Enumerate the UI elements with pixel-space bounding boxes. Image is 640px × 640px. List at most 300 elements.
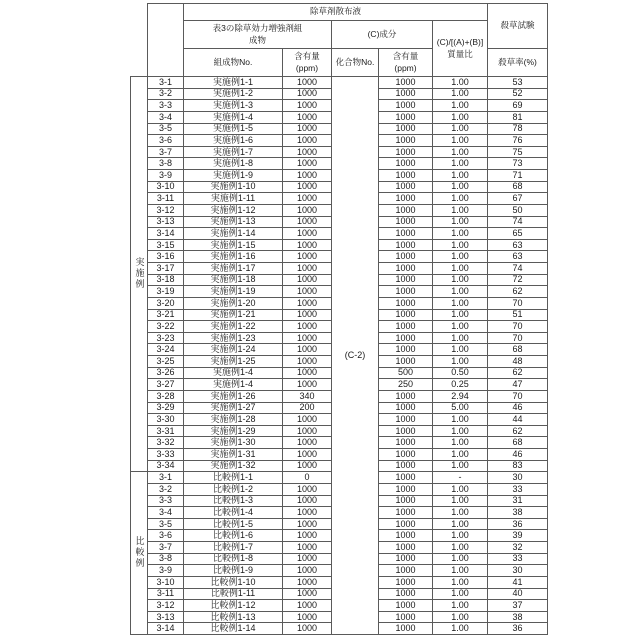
kill-rate-value: 30 xyxy=(488,472,548,484)
composition-no-value: 実施例1-8 xyxy=(184,158,283,170)
mass-ratio-value: 1.00 xyxy=(433,123,488,135)
sample-no: 3-16 xyxy=(148,251,184,263)
composition-no-value: 実施例1-26 xyxy=(184,390,283,402)
mass-ratio-value: 1.00 xyxy=(433,460,488,472)
sample-no: 3-31 xyxy=(148,425,184,437)
composition-no-value: 比較例1-10 xyxy=(184,576,283,588)
composition-no-value: 実施例1-30 xyxy=(184,437,283,449)
composition-no-value: 実施例1-22 xyxy=(184,321,283,333)
kill-rate-value: 38 xyxy=(488,611,548,623)
kill-rate-value: 68 xyxy=(488,344,548,356)
c-component-content-value: 1000 xyxy=(379,286,433,298)
sample-no: 3-27 xyxy=(148,379,184,391)
enhancer-content-value: 1000 xyxy=(283,88,332,100)
c-component-content-value: 1000 xyxy=(379,449,433,461)
kill-rate-value: 70 xyxy=(488,390,548,402)
kill-rate-value: 74 xyxy=(488,263,548,275)
composition-no-value: 実施例1-13 xyxy=(184,216,283,228)
mass-ratio-value: 1.00 xyxy=(433,216,488,228)
kill-rate-value: 47 xyxy=(488,379,548,391)
enhancer-content-value: 1000 xyxy=(283,367,332,379)
sample-no: 3-3 xyxy=(148,100,184,112)
c-component-content-value: 1000 xyxy=(379,344,433,356)
mass-ratio-value: 1.00 xyxy=(433,146,488,158)
sample-no: 3-12 xyxy=(148,204,184,216)
sample-no: 3-5 xyxy=(148,518,184,530)
sample-no: 3-7 xyxy=(148,542,184,554)
c-component-content-value: 1000 xyxy=(379,507,433,519)
c-component-content-value: 1000 xyxy=(379,216,433,228)
sample-no: 3-20 xyxy=(148,297,184,309)
composition-no-value: 比較例1-2 xyxy=(184,483,283,495)
c-component-content-value: 1000 xyxy=(379,518,433,530)
compound-no-value: (C-2) xyxy=(332,77,379,635)
mass-ratio-value: 1.00 xyxy=(433,553,488,565)
enhancer-content-value: 1000 xyxy=(283,321,332,333)
c-component-content-value: 1000 xyxy=(379,239,433,251)
mass-ratio-value: 5.00 xyxy=(433,402,488,414)
composition-no-value: 比較例1-14 xyxy=(184,623,283,635)
kill-rate-value: 75 xyxy=(488,146,548,158)
kill-rate-value: 70 xyxy=(488,321,548,333)
mass-ratio-value: 1.00 xyxy=(433,228,488,240)
kill-rate-value: 62 xyxy=(488,367,548,379)
composition-no-value: 比較例1-9 xyxy=(184,565,283,577)
kill-rate-value: 51 xyxy=(488,309,548,321)
enhancer-content-value: 1000 xyxy=(283,181,332,193)
enhancer-content-value: 1000 xyxy=(283,146,332,158)
mass-ratio-value: 1.00 xyxy=(433,274,488,286)
kill-rate-value: 50 xyxy=(488,204,548,216)
enhancer-content-value: 1000 xyxy=(283,274,332,286)
composition-no-value: 実施例1-2 xyxy=(184,88,283,100)
c-component-content-value: 1000 xyxy=(379,542,433,554)
table-body xyxy=(131,77,548,635)
sample-no: 3-2 xyxy=(148,88,184,100)
kill-rate-value: 36 xyxy=(488,623,548,635)
sample-no: 3-23 xyxy=(148,332,184,344)
kill-rate-value: 33 xyxy=(488,553,548,565)
mass-ratio-value: 1.00 xyxy=(433,158,488,170)
c-component-content-value: 1000 xyxy=(379,576,433,588)
c-component-content-value: 1000 xyxy=(379,170,433,182)
kill-rate-value: 33 xyxy=(488,483,548,495)
c-component-content-value: 1000 xyxy=(379,123,433,135)
sample-no: 3-10 xyxy=(148,576,184,588)
enhancer-content-value: 1000 xyxy=(283,309,332,321)
kill-rate-value: 76 xyxy=(488,135,548,147)
mass-ratio-value: 1.00 xyxy=(433,77,488,89)
composition-no-value: 比較例1-13 xyxy=(184,611,283,623)
c-component-content-value: 1000 xyxy=(379,111,433,123)
enhancer-content-value: 1000 xyxy=(283,495,332,507)
c-component-content-value: 1000 xyxy=(379,297,433,309)
enhancer-content-value: 1000 xyxy=(283,251,332,263)
kill-rate-value: 39 xyxy=(488,530,548,542)
sample-no: 3-4 xyxy=(148,507,184,519)
group-label-comparative xyxy=(131,472,148,635)
composition-no-value: 実施例1-19 xyxy=(184,286,283,298)
composition-no-value: 実施例1-9 xyxy=(184,170,283,182)
composition-no-value: 実施例1-4 xyxy=(184,367,283,379)
kill-rate-value: 30 xyxy=(488,565,548,577)
sample-no: 3-13 xyxy=(148,611,184,623)
composition-no-value: 比較例1-1 xyxy=(184,472,283,484)
composition-no-value: 比較例1-8 xyxy=(184,553,283,565)
composition-no-value: 比較例1-3 xyxy=(184,495,283,507)
mass-ratio-value: 1.00 xyxy=(433,449,488,461)
kill-rate-value: 53 xyxy=(488,77,548,89)
kill-rate-value: 48 xyxy=(488,356,548,368)
enhancer-content-value: 1000 xyxy=(283,437,332,449)
kill-rate-value: 38 xyxy=(488,507,548,519)
enhancer-content-value: 1000 xyxy=(283,170,332,182)
mass-ratio-value: - xyxy=(433,472,488,484)
header-composition-no: 組成物No. xyxy=(184,49,283,77)
group-label-text: 実施例 xyxy=(134,256,145,290)
c-component-content-value: 1000 xyxy=(379,100,433,112)
c-component-content-value: 1000 xyxy=(379,158,433,170)
composition-no-value: 実施例1-14 xyxy=(184,228,283,240)
enhancer-content-value: 1000 xyxy=(283,414,332,426)
c-component-content-value: 1000 xyxy=(379,437,433,449)
mass-ratio-value: 1.00 xyxy=(433,239,488,251)
enhancer-content-value: 1000 xyxy=(283,193,332,205)
enhancer-content-value: 1000 xyxy=(283,286,332,298)
header-enhancer-composition: 表3の除草効力増強剤組成物 xyxy=(184,21,332,49)
c-component-content-value: 1000 xyxy=(379,193,433,205)
sample-no: 3-15 xyxy=(148,239,184,251)
header-corner-blank xyxy=(131,4,148,77)
composition-no-value: 実施例1-29 xyxy=(184,425,283,437)
sample-no: 3-2 xyxy=(148,483,184,495)
sample-no: 3-24 xyxy=(148,344,184,356)
enhancer-content-value: 1000 xyxy=(283,449,332,461)
mass-ratio-value: 1.00 xyxy=(433,204,488,216)
header-kill-rate: 殺草率(%) xyxy=(488,49,548,77)
kill-rate-value: 62 xyxy=(488,286,548,298)
composition-no-value: 実施例1-23 xyxy=(184,332,283,344)
sample-no: 3-29 xyxy=(148,402,184,414)
enhancer-content-value: 1000 xyxy=(283,565,332,577)
composition-no-value: 実施例1-31 xyxy=(184,449,283,461)
sample-no: 3-26 xyxy=(148,367,184,379)
header-spray-liquid: 除草剤散布液 xyxy=(184,4,488,21)
kill-rate-value: 81 xyxy=(488,111,548,123)
composition-no-value: 実施例1-18 xyxy=(184,274,283,286)
composition-no-value: 実施例1-5 xyxy=(184,123,283,135)
header-mass-ratio xyxy=(433,21,488,77)
mass-ratio-value: 1.00 xyxy=(433,565,488,577)
composition-no-value: 実施例1-12 xyxy=(184,204,283,216)
sample-no: 3-30 xyxy=(148,414,184,426)
enhancer-content-value: 340 xyxy=(283,390,332,402)
enhancer-content-value: 1000 xyxy=(283,77,332,89)
mass-ratio-value: 0.25 xyxy=(433,379,488,391)
sample-no: 3-25 xyxy=(148,356,184,368)
c-component-content-value: 1000 xyxy=(379,356,433,368)
kill-rate-value: 63 xyxy=(488,251,548,263)
kill-rate-value: 74 xyxy=(488,216,548,228)
sample-no: 3-9 xyxy=(148,565,184,577)
kill-rate-value: 67 xyxy=(488,193,548,205)
sample-no: 3-4 xyxy=(148,111,184,123)
mass-ratio-value: 1.00 xyxy=(433,297,488,309)
header-compound-no: 化合物No. xyxy=(332,49,379,77)
composition-no-value: 比較例1-5 xyxy=(184,518,283,530)
enhancer-content-value: 1000 xyxy=(283,228,332,240)
enhancer-content-value: 1000 xyxy=(283,100,332,112)
sample-no: 3-17 xyxy=(148,263,184,275)
mass-ratio-value: 1.00 xyxy=(433,425,488,437)
mass-ratio-value: 1.00 xyxy=(433,135,488,147)
enhancer-content-value: 1000 xyxy=(283,158,332,170)
c-component-content-value: 250 xyxy=(379,379,433,391)
sample-no: 3-1 xyxy=(148,472,184,484)
sample-no: 3-3 xyxy=(148,495,184,507)
composition-no-value: 実施例1-4 xyxy=(184,379,283,391)
sample-no: 3-11 xyxy=(148,193,184,205)
composition-no-value: 実施例1-20 xyxy=(184,297,283,309)
mass-ratio-value: 1.00 xyxy=(433,623,488,635)
c-component-content-value: 1000 xyxy=(379,402,433,414)
composition-no-value: 実施例1-15 xyxy=(184,239,283,251)
mass-ratio-value: 1.00 xyxy=(433,100,488,112)
composition-no-value: 実施例1-6 xyxy=(184,135,283,147)
header-mass-ratio-formula: (C)/[(A)+(B)] xyxy=(436,37,484,48)
kill-rate-value: 44 xyxy=(488,414,548,426)
enhancer-content-value: 200 xyxy=(283,402,332,414)
c-component-content-value: 1000 xyxy=(379,390,433,402)
c-component-content-value: 1000 xyxy=(379,530,433,542)
c-component-content-value: 1000 xyxy=(379,623,433,635)
enhancer-content-value: 1000 xyxy=(283,425,332,437)
mass-ratio-value: 1.00 xyxy=(433,588,488,600)
c-component-content-value: 1000 xyxy=(379,309,433,321)
enhancer-content-value: 1000 xyxy=(283,542,332,554)
enhancer-content-value: 0 xyxy=(283,472,332,484)
sample-no: 3-7 xyxy=(148,146,184,158)
composition-no-value: 実施例1-21 xyxy=(184,309,283,321)
composition-no-value: 実施例1-10 xyxy=(184,181,283,193)
kill-rate-value: 71 xyxy=(488,170,548,182)
c-component-content-value: 1000 xyxy=(379,553,433,565)
enhancer-content-value: 1000 xyxy=(283,623,332,635)
enhancer-content-value: 1000 xyxy=(283,135,332,147)
kill-rate-value: 65 xyxy=(488,228,548,240)
composition-no-value: 実施例1-27 xyxy=(184,402,283,414)
c-component-content-value: 1000 xyxy=(379,600,433,612)
sample-no: 3-13 xyxy=(148,216,184,228)
mass-ratio-value: 0.50 xyxy=(433,367,488,379)
enhancer-content-value: 1000 xyxy=(283,600,332,612)
sample-no: 3-14 xyxy=(148,623,184,635)
c-component-content-value: 1000 xyxy=(379,146,433,158)
kill-rate-value: 41 xyxy=(488,576,548,588)
mass-ratio-value: 1.00 xyxy=(433,251,488,263)
header-c-component: (C)成分 xyxy=(332,21,433,49)
mass-ratio-value: 1.00 xyxy=(433,88,488,100)
mass-ratio-value: 1.00 xyxy=(433,356,488,368)
mass-ratio-value: 1.00 xyxy=(433,170,488,182)
composition-no-value: 比較例1-4 xyxy=(184,507,283,519)
kill-rate-value: 46 xyxy=(488,402,548,414)
kill-rate-value: 63 xyxy=(488,239,548,251)
composition-no-value: 実施例1-25 xyxy=(184,356,283,368)
kill-rate-value: 31 xyxy=(488,495,548,507)
c-component-content-value: 1000 xyxy=(379,472,433,484)
kill-rate-value: 68 xyxy=(488,437,548,449)
mass-ratio-value: 1.00 xyxy=(433,483,488,495)
sample-no: 3-6 xyxy=(148,135,184,147)
c-component-content-value: 1000 xyxy=(379,204,433,216)
herbicide-test-table xyxy=(130,3,548,635)
composition-no-value: 実施例1-3 xyxy=(184,100,283,112)
composition-no-value: 実施例1-4 xyxy=(184,111,283,123)
sample-no: 3-21 xyxy=(148,309,184,321)
composition-no-value: 実施例1-32 xyxy=(184,460,283,472)
sample-no: 3-12 xyxy=(148,600,184,612)
c-component-content-value: 1000 xyxy=(379,425,433,437)
enhancer-content-value: 1000 xyxy=(283,576,332,588)
kill-rate-value: 40 xyxy=(488,588,548,600)
mass-ratio-value: 1.00 xyxy=(433,542,488,554)
kill-rate-value: 36 xyxy=(488,518,548,530)
header-content-1: 含有量 (ppm) xyxy=(283,49,332,77)
c-component-content-value: 1000 xyxy=(379,263,433,275)
enhancer-content-value: 1000 xyxy=(283,611,332,623)
group-label-text: 比較例 xyxy=(134,535,145,569)
header-kill-test: 殺草試験 xyxy=(488,4,548,49)
sample-no: 3-34 xyxy=(148,460,184,472)
kill-rate-value: 70 xyxy=(488,332,548,344)
c-component-content-value: 1000 xyxy=(379,495,433,507)
composition-no-value: 比較例1-12 xyxy=(184,600,283,612)
composition-no-value: 実施例1-16 xyxy=(184,251,283,263)
enhancer-content-value: 1000 xyxy=(283,460,332,472)
kill-rate-value: 46 xyxy=(488,449,548,461)
enhancer-content-value: 1000 xyxy=(283,530,332,542)
enhancer-content-value: 1000 xyxy=(283,344,332,356)
kill-rate-value: 78 xyxy=(488,123,548,135)
sample-no: 3-8 xyxy=(148,158,184,170)
c-component-content-value: 1000 xyxy=(379,483,433,495)
enhancer-content-value: 1000 xyxy=(283,483,332,495)
header-content-2: 含有量 (ppm) xyxy=(379,49,433,77)
mass-ratio-value: 1.00 xyxy=(433,495,488,507)
enhancer-content-value: 1000 xyxy=(283,356,332,368)
kill-rate-value: 73 xyxy=(488,158,548,170)
enhancer-content-value: 1000 xyxy=(283,379,332,391)
enhancer-content-value: 1000 xyxy=(283,332,332,344)
composition-no-value: 実施例1-24 xyxy=(184,344,283,356)
mass-ratio-value: 1.00 xyxy=(433,611,488,623)
c-component-content-value: 1000 xyxy=(379,135,433,147)
mass-ratio-value: 1.00 xyxy=(433,600,488,612)
sample-no: 3-9 xyxy=(148,170,184,182)
c-component-content-value: 1000 xyxy=(379,274,433,286)
mass-ratio-value: 1.00 xyxy=(433,414,488,426)
kill-rate-value: 83 xyxy=(488,460,548,472)
sample-no: 3-14 xyxy=(148,228,184,240)
table-row xyxy=(131,77,548,89)
c-component-content-value: 1000 xyxy=(379,88,433,100)
sample-no: 3-8 xyxy=(148,553,184,565)
kill-rate-value: 69 xyxy=(488,100,548,112)
enhancer-content-value: 1000 xyxy=(283,204,332,216)
c-component-content-value: 1000 xyxy=(379,251,433,263)
mass-ratio-value: 1.00 xyxy=(433,576,488,588)
sample-no: 3-22 xyxy=(148,321,184,333)
sample-no: 3-28 xyxy=(148,390,184,402)
mass-ratio-value: 2.94 xyxy=(433,390,488,402)
mass-ratio-value: 1.00 xyxy=(433,193,488,205)
mass-ratio-value: 1.00 xyxy=(433,437,488,449)
composition-no-value: 実施例1-17 xyxy=(184,263,283,275)
group-label-example xyxy=(131,77,148,472)
header-sample-no-blank xyxy=(148,4,184,77)
enhancer-content-value: 1000 xyxy=(283,507,332,519)
enhancer-content-value: 1000 xyxy=(283,263,332,275)
c-component-content-value: 500 xyxy=(379,367,433,379)
header-mass-ratio-label: 質量比 xyxy=(447,48,473,59)
sample-no: 3-10 xyxy=(148,181,184,193)
c-component-content-value: 1000 xyxy=(379,414,433,426)
mass-ratio-value: 1.00 xyxy=(433,321,488,333)
enhancer-content-value: 1000 xyxy=(283,588,332,600)
kill-rate-value: 52 xyxy=(488,88,548,100)
enhancer-content-value: 1000 xyxy=(283,518,332,530)
composition-no-value: 比較例1-7 xyxy=(184,542,283,554)
c-component-content-value: 1000 xyxy=(379,77,433,89)
composition-no-value: 実施例1-7 xyxy=(184,146,283,158)
sample-no: 3-19 xyxy=(148,286,184,298)
enhancer-content-value: 1000 xyxy=(283,239,332,251)
kill-rate-value: 72 xyxy=(488,274,548,286)
kill-rate-value: 70 xyxy=(488,297,548,309)
enhancer-content-value: 1000 xyxy=(283,216,332,228)
mass-ratio-value: 1.00 xyxy=(433,263,488,275)
composition-no-value: 実施例1-28 xyxy=(184,414,283,426)
c-component-content-value: 1000 xyxy=(379,181,433,193)
mass-ratio-value: 1.00 xyxy=(433,111,488,123)
c-component-content-value: 1000 xyxy=(379,321,433,333)
composition-no-value: 比較例1-11 xyxy=(184,588,283,600)
mass-ratio-value: 1.00 xyxy=(433,530,488,542)
sample-no: 3-32 xyxy=(148,437,184,449)
enhancer-content-value: 1000 xyxy=(283,111,332,123)
mass-ratio-value: 1.00 xyxy=(433,344,488,356)
c-component-content-value: 1000 xyxy=(379,228,433,240)
composition-no-value: 実施例1-1 xyxy=(184,77,283,89)
mass-ratio-value: 1.00 xyxy=(433,332,488,344)
kill-rate-value: 68 xyxy=(488,181,548,193)
mass-ratio-value: 1.00 xyxy=(433,507,488,519)
kill-rate-value: 32 xyxy=(488,542,548,554)
kill-rate-value: 62 xyxy=(488,425,548,437)
mass-ratio-value: 1.00 xyxy=(433,309,488,321)
mass-ratio-value: 1.00 xyxy=(433,181,488,193)
sample-no: 3-33 xyxy=(148,449,184,461)
mass-ratio-value: 1.00 xyxy=(433,518,488,530)
c-component-content-value: 1000 xyxy=(379,332,433,344)
c-component-content-value: 1000 xyxy=(379,460,433,472)
composition-no-value: 実施例1-11 xyxy=(184,193,283,205)
enhancer-content-value: 1000 xyxy=(283,553,332,565)
sample-no: 3-6 xyxy=(148,530,184,542)
sample-no: 3-1 xyxy=(148,77,184,89)
c-component-content-value: 1000 xyxy=(379,588,433,600)
